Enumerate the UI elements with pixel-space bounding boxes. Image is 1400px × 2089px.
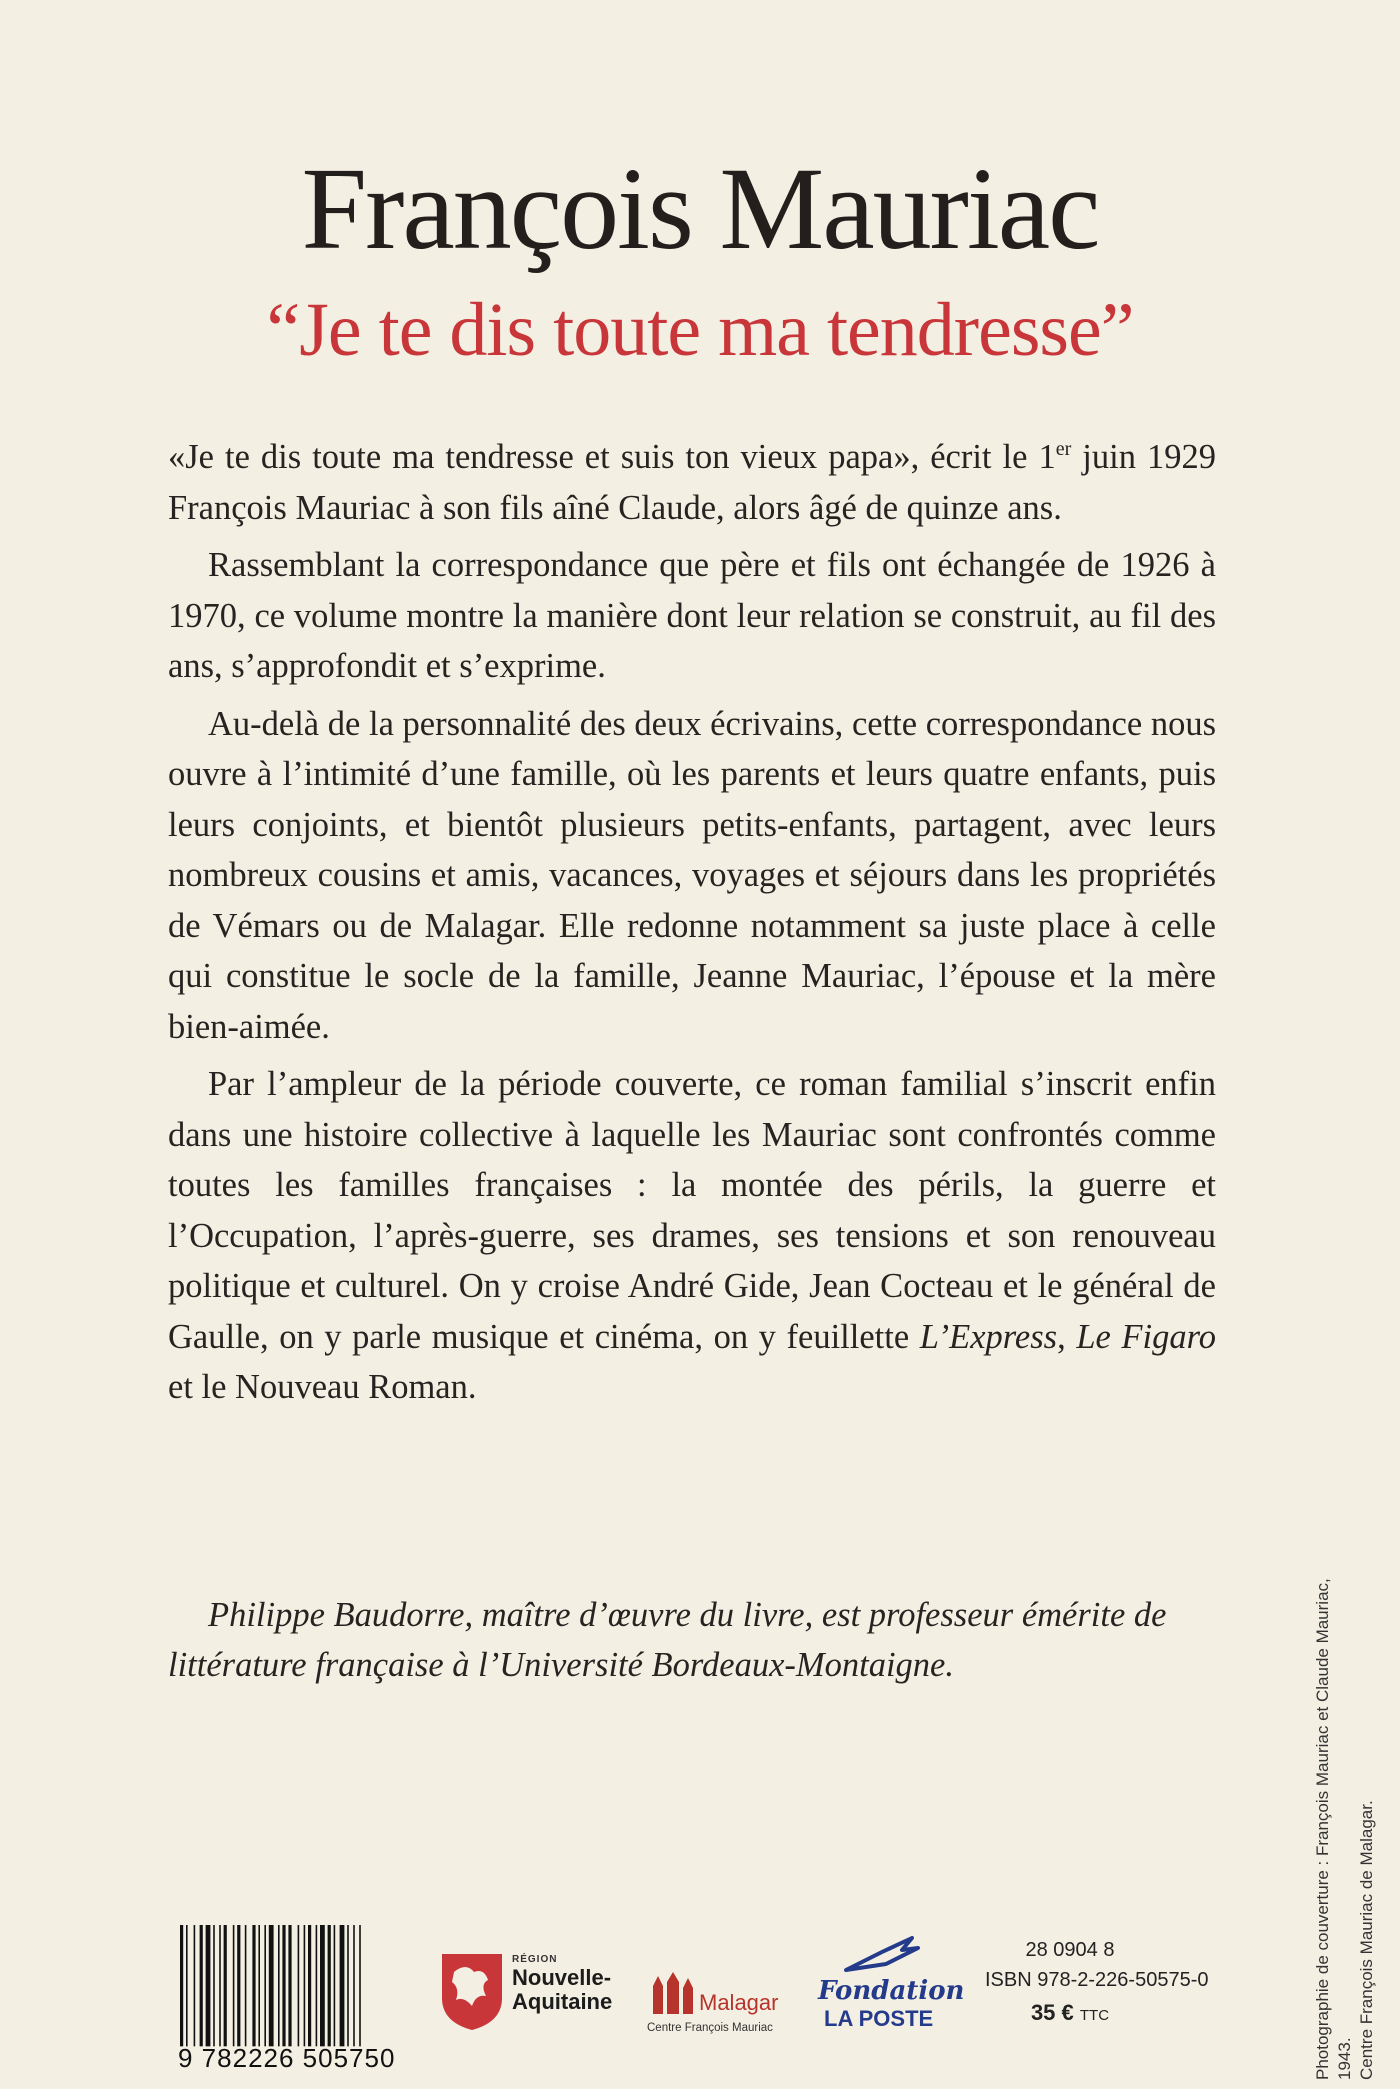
barcode-bar — [224, 1925, 227, 2046]
price: 35 € TTC — [1030, 2000, 1110, 2025]
barcode-bar — [320, 1925, 325, 2046]
barcode-bar — [186, 1925, 188, 2046]
photo-credit: Photographie de couverture : François Mauriac et Claude Mauriac, 1943. Centre François Mauriac de Malagar. — [1313, 1578, 1376, 2080]
blurb-paragraph-1: «Je te dis toute ma tendresse et suis ton vieux papa», écrit le 1er juin 1929 François Mauriac à son fils aîné Claude, alors âgé de quinze ans. — [168, 438, 1217, 527]
blurb — [168, 432, 1216, 1420]
barcode-bar — [219, 1925, 221, 2046]
blurb-paragraph-4: Par l’ampleur de la période couverte, ce roman familial s’inscrit enfin dans une histoire collective à laquelle les Mauriac sont confrontés comme toutes les familles françaises : la montée des périls, la guerre et l’Occupation, l’après-guerre, ses drames, ses tensions et son renouveau politique et culturel. On y croise André Gide, Jean Cocteau et le général de Gaulle, on y parle musique et cinéma, on y feuillette L’Express, Le Figaro et le Nouveau Roman. — [168, 1065, 1216, 1406]
isbn: ISBN 978-2-226-50575-0 — [985, 1969, 1209, 1991]
barcode-bar — [269, 1925, 274, 2046]
barcode-bar — [340, 1925, 345, 2046]
barcode-bar — [347, 1925, 349, 2046]
barcode-bar — [206, 1925, 211, 2046]
barcode-bar — [213, 1925, 215, 2046]
title-le-figaro: Le Figaro — [1076, 1317, 1216, 1356]
barcode-bar — [282, 1925, 285, 2046]
editor-note: Philippe Baudorre, maître d’œuvre du livre, est professeur émérite de littérature française à l’Université Bordeaux-Montaigne. — [168, 1596, 1167, 1684]
malagar-towers-icon — [649, 1970, 699, 2014]
barcode-digits: 9 782226 505750 — [178, 2043, 396, 2073]
barcode-bar — [194, 1925, 196, 2046]
barcode-bar — [304, 1925, 306, 2046]
barcode-bar — [298, 1925, 300, 2046]
barcode-bar — [258, 1925, 260, 2046]
nouvelle-aquitaine-logo: RÉGION Nouvelle- Aquitaine — [440, 1950, 630, 2040]
bird-icon — [842, 1930, 922, 1974]
malagar-logo: Malagar Centre François Mauriac — [645, 1950, 795, 2040]
barcode-bar — [278, 1925, 280, 2046]
barcode-bar — [180, 1925, 183, 2046]
barcode-bar — [316, 1925, 318, 2046]
fondation-la-poste-logo: Fondation LA POSTE — [818, 1930, 948, 2040]
barcode-bar — [252, 1925, 255, 2046]
barcode-bar — [245, 1925, 247, 2046]
title-lexpress: L’Express — [919, 1317, 1058, 1356]
barcode-bar — [359, 1925, 361, 2046]
distribution-code: 28 0904 8 — [1025, 1939, 1115, 1961]
barcode-bar — [200, 1925, 203, 2046]
price-block — [985, 1935, 1209, 2034]
barcode-bar — [288, 1925, 291, 2046]
barcode — [180, 1925, 430, 2055]
book-subtitle: “Je te dis toute ma tendresse” — [266, 288, 1134, 372]
barcode-bar — [233, 1925, 235, 2046]
barcode-bar — [264, 1925, 266, 2046]
barcode-bar — [237, 1925, 240, 2046]
blurb-paragraph-3: Au-delà de la personnalité des deux écrivains, cette correspondance nous ouvre à l’intimité d’une famille, où les parents et leurs quatre enfants, puis leurs conjoints, et bientôt plusieurs petits-enfants, partagent, avec leurs nombreux cousins et amis, vacances, voyages et séjours dans les propriétés de Vémars ou de Malagar. Elle redonne notamment sa juste place à celle qui constitue le socle de la famille, Jeanne Mauriac, l’épouse et la mère bien-aimée. — [168, 704, 1216, 1046]
author-title: François Mauriac — [301, 143, 1099, 274]
barcode-bar — [353, 1925, 355, 2046]
barcode-bar — [334, 1925, 336, 2046]
region-shield-icon — [440, 1950, 504, 2032]
barcode-bar — [328, 1925, 331, 2046]
barcode-bar — [308, 1925, 311, 2046]
blurb-paragraph-2: Rassemblant la correspondance que père et fils ont échangée de 1926 à 1970, ce volume montre la manière dont leur relation se construit, au fil des ans, s’approfondit et s’exprime. — [168, 546, 1216, 685]
